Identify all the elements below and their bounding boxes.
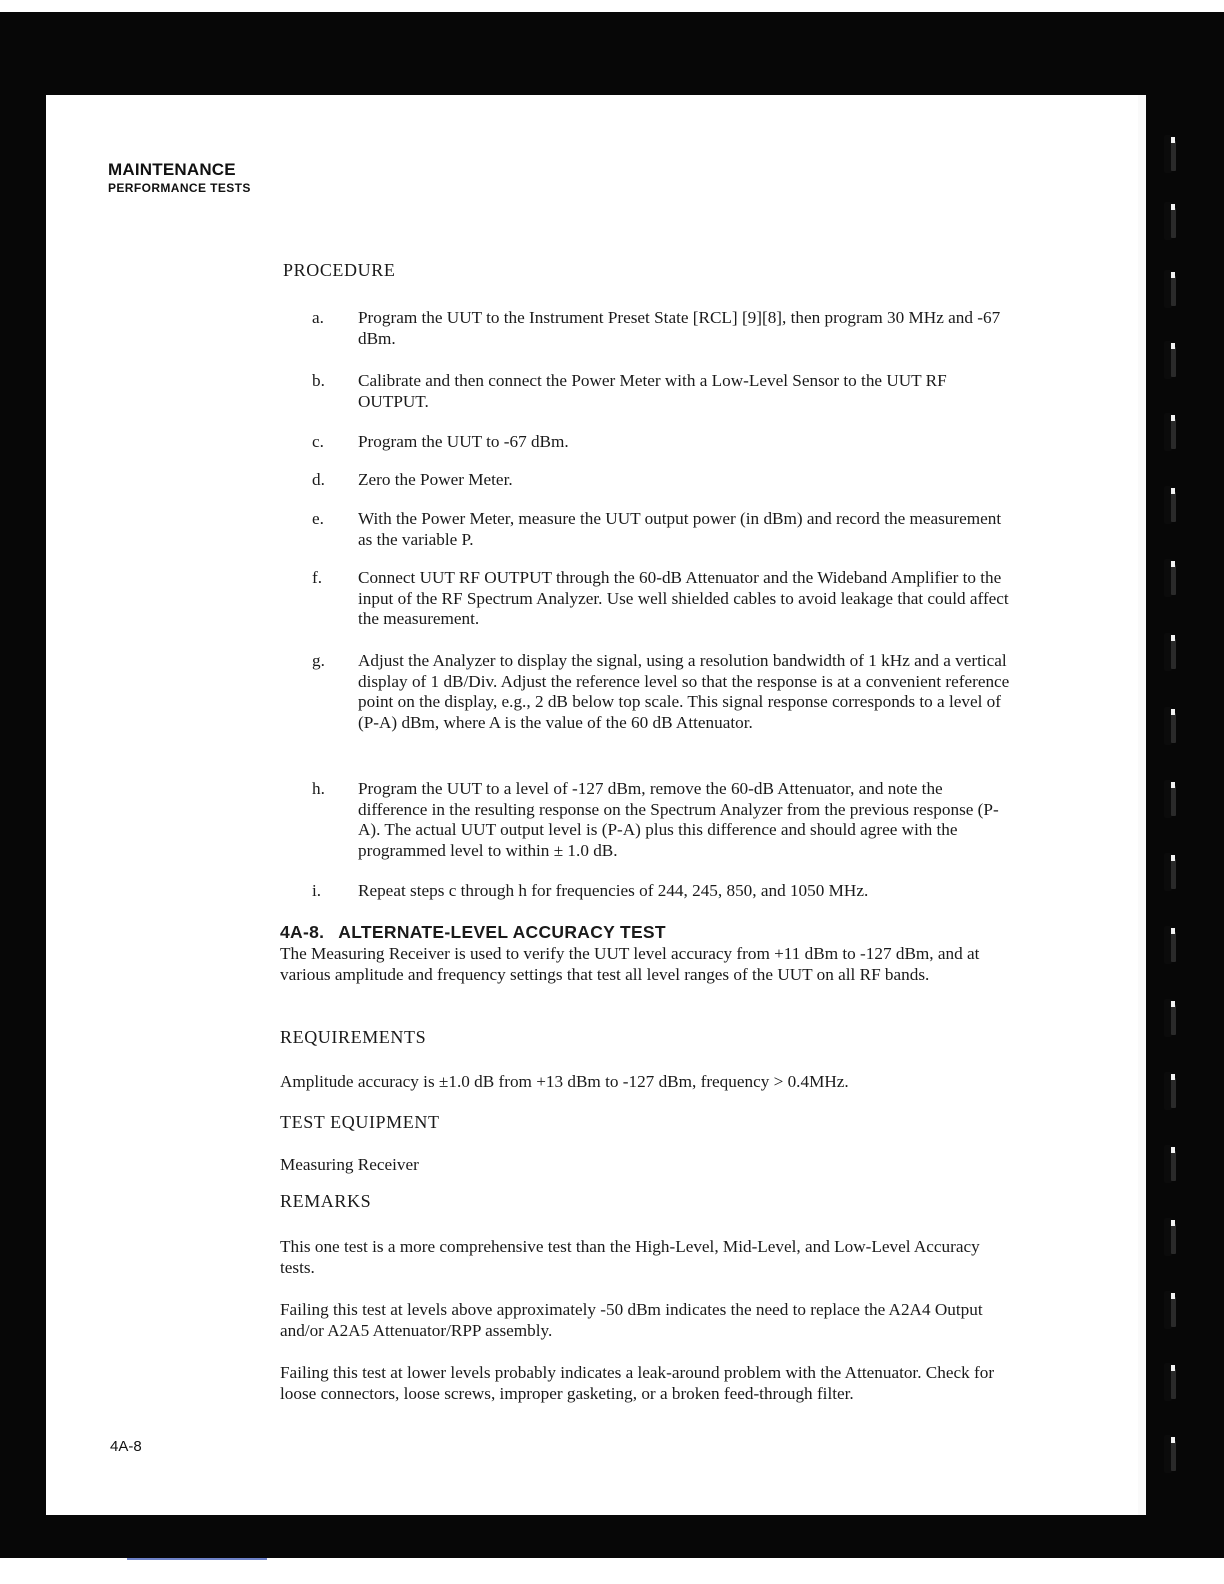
section-title: ALTERNATE-LEVEL ACCURACY TEST — [338, 922, 666, 942]
section-heading — [280, 922, 666, 943]
step-b-text: Calibrate and then connect the Power Meter with a Low-Level Sensor to the UUT RF OUTPUT. — [358, 371, 947, 411]
step-letter-a: a. — [312, 308, 324, 327]
step-letter-b: b. — [312, 371, 325, 390]
step-h-text: Program the UUT to a level of -127 dBm, remove the 60-dB Attenuator, and note the difference in the resulting response on the Spectrum Analyzer from the previous response (P-A). The actual UUT output level is (P-A) plus this difference and should agree with the programmed level to within ± 1.0 dB. — [358, 779, 999, 860]
procedure-heading: PROCEDURE — [283, 260, 396, 280]
binder-mark — [1164, 999, 1176, 1037]
binder-mark — [1164, 707, 1176, 745]
binder-mark — [1164, 1435, 1176, 1473]
binder-mark — [1164, 853, 1176, 891]
requirements-text: Amplitude accuracy is ±1.0 dB from +13 dBm to -127 dBm, frequency > 0.4MHz. — [280, 1072, 849, 1091]
step-letter-f: f. — [312, 568, 323, 587]
binder-mark — [1164, 135, 1176, 173]
binder-mark — [1164, 1218, 1176, 1256]
binder-mark — [1164, 270, 1176, 308]
remarks-paragraph-1: This one test is a more comprehensive test than the High-Level, Mid-Level, and Low-Level Accuracy tests. — [280, 1237, 980, 1277]
step-a-text: Program the UUT to the Instrument Preset State [RCL] [9][8], then program 30 MHz and -67 dBm. — [358, 308, 1001, 348]
binder-mark — [1164, 1363, 1176, 1401]
binder-mark — [1164, 559, 1176, 597]
step-letter-e: e. — [312, 509, 324, 528]
step-letter-d: d. — [312, 470, 325, 489]
document-page — [46, 95, 1146, 1515]
binder-mark — [1164, 633, 1176, 671]
test-equipment-heading: TEST EQUIPMENT — [280, 1112, 440, 1132]
remarks-heading: REMARKS — [280, 1191, 372, 1211]
page-number: 4A-8 — [110, 1438, 142, 1455]
remarks-paragraph-2: Failing this test at levels above approximately -50 dBm indicates the need to replace the A2A4 Output and/or A2A5 Attenuator/RPP assembly. — [280, 1300, 983, 1340]
header-subtitle: PERFORMANCE TESTS — [108, 181, 251, 195]
section-intro: The Measuring Receiver is used to verify the UUT level accuracy from +11 dBm to -127 dBm, and at various amplitude and frequency settings that test all level ranges of the UUT on all RF bands. — [280, 944, 980, 984]
step-letter-c: c. — [312, 432, 324, 451]
binder-mark — [1164, 780, 1176, 818]
step-letter-g: g. — [312, 651, 325, 670]
step-i-text: Repeat steps c through h for frequencies of 244, 245, 850, and 1050 MHz. — [358, 881, 869, 900]
binder-mark — [1164, 1291, 1176, 1329]
requirements-heading: REQUIREMENTS — [280, 1027, 427, 1047]
binder-mark — [1164, 202, 1176, 240]
binder-mark — [1164, 341, 1176, 379]
header-title: MAINTENANCE — [108, 160, 236, 179]
section-number: 4A-8. — [280, 922, 325, 942]
binder-mark — [1164, 413, 1176, 451]
page-right-edge — [1138, 95, 1146, 1515]
binder-mark — [1164, 1072, 1176, 1110]
step-f-text: Connect UUT RF OUTPUT through the 60-dB Attenuator and the Wideband Amplifier to the input of the RF Spectrum Analyzer. Use well shielded cables to avoid leakage that could affect the measurement. — [358, 568, 1009, 628]
step-e-text: With the Power Meter, measure the UUT output power (in dBm) and record the measurement as the variable P. — [358, 509, 1002, 549]
step-d-text: Zero the Power Meter. — [358, 470, 513, 489]
step-c-text: Program the UUT to -67 dBm. — [358, 432, 569, 451]
binder-mark — [1164, 1145, 1176, 1183]
bottom-link-underline — [127, 1558, 267, 1560]
remarks-paragraph-3: Failing this test at lower levels probably indicates a leak-around problem with the Attenuator. Check for loose connectors, loose screws, improper gasketing, or a broken feed-through filter. — [280, 1363, 995, 1403]
binder-mark — [1164, 926, 1176, 964]
step-g-text: Adjust the Analyzer to display the signal, using a resolution bandwidth of 1 kHz and a vertical display of 1 dB/Div. Adjust the reference level so that the response is at a convenient reference point on the display, e.g., 2 dB below top scale. This signal response corresponds to a level of (P-A) dBm, where A is the value of the 60 dB Attenuator. — [358, 651, 1010, 732]
step-letter-h: h. — [312, 779, 325, 798]
step-letter-i: i. — [312, 881, 322, 900]
binder-mark — [1164, 486, 1176, 524]
test-equipment-text: Measuring Receiver — [280, 1155, 419, 1174]
scan-top-band — [0, 0, 1224, 12]
